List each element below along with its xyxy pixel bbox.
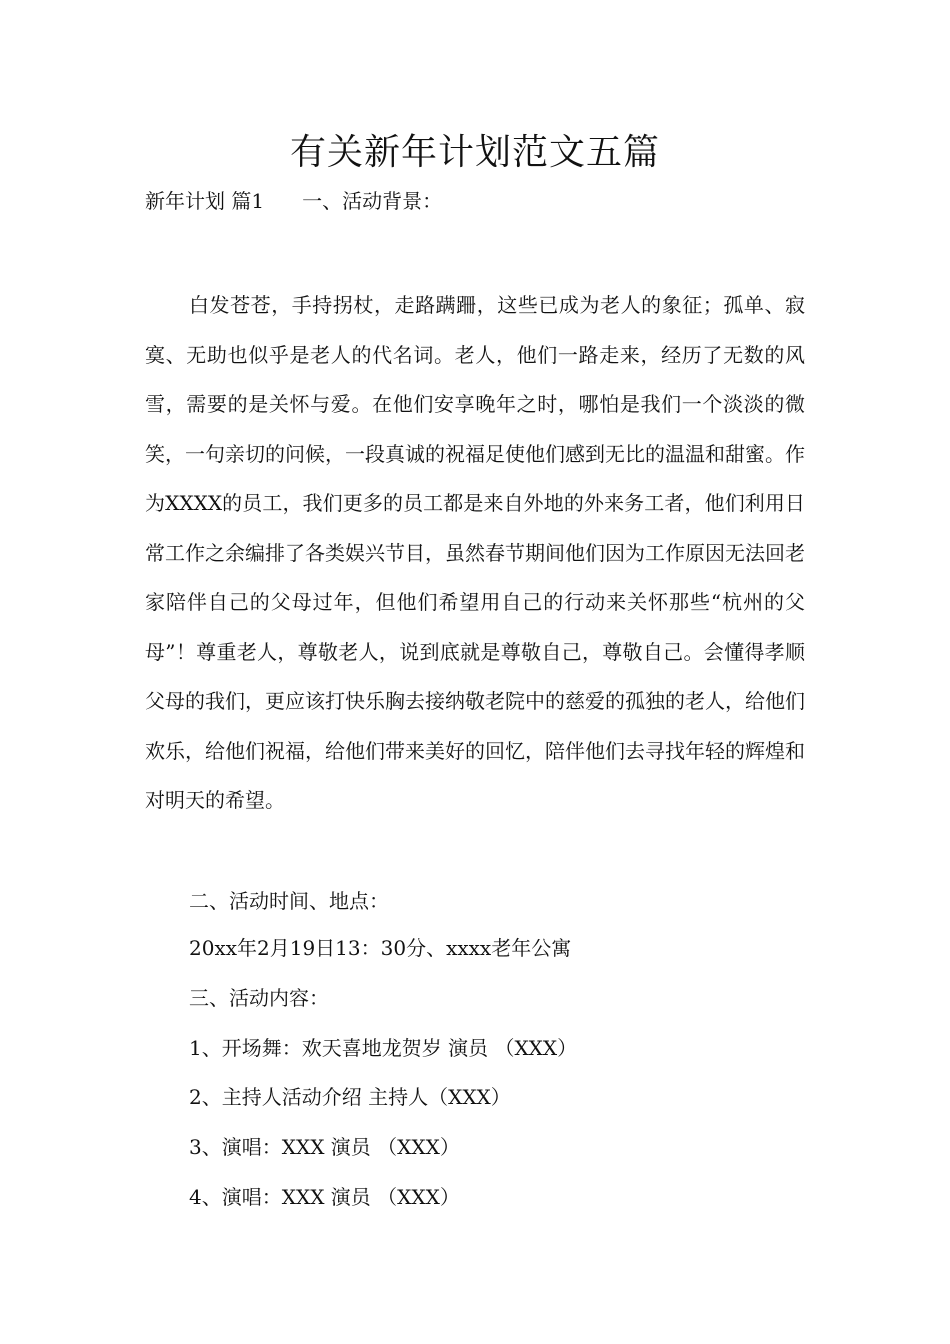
section2-heading: 二、活动时间、地点：	[189, 889, 389, 913]
section1-heading: 一、活动背景：	[302, 189, 443, 213]
section3-heading: 三、活动内容：	[189, 986, 329, 1010]
list-item: 4、演唱：XXX 演员 （XXX）	[189, 1185, 460, 1209]
background-paragraph: 白发苍苍，手持拐杖，走路蹒跚，这些已成为老人的象征；孤单、寂寞、无助也似乎是老人的代名词。老人，他们一路走来，经历了无数的风雪，需要的是关怀与爱。在他们安享晚年之时，哪怕是我们一个淡淡的微笑，一句亲切的问候，一段真诚的祝福足使他们感到无比的温温和甜蜜。作为XXXX的员工，我们更多的员工都是来自外地的外来务工者，他们利用日常工作之余编排了各类娱兴节目，虽然春节期间他们因为工作原因无法回老家陪伴自己的父母过年，但他们希望用自己的行动来关怀那些“杭州的父母”！尊重老人，尊敬老人，说到底就是尊敬自己，尊敬自己。会懂得孝顺父母的我们，更应该打快乐胸去接纳敬老院中的慈爱的孤独的老人，给他们欢乐，给他们祝福，给他们带来美好的回忆，陪伴他们去寻找年轻的辉煌和对明天的希望。	[145, 293, 805, 812]
list-item: 1、开场舞：欢天喜地龙贺岁 演员 （XXX）	[189, 1036, 578, 1060]
list-item: 3、演唱：XXX 演员 （XXX）	[189, 1135, 460, 1159]
list-item: 2、主持人活动介绍 主持人（XXX）	[189, 1085, 511, 1109]
time-place: 20xx年2月19日13：30分、xxxx老年公寓	[189, 936, 572, 960]
subheading-line	[145, 186, 805, 216]
plan-label: 新年计划 篇1	[145, 189, 265, 213]
document-title: 有关新年计划范文五篇	[289, 132, 660, 173]
